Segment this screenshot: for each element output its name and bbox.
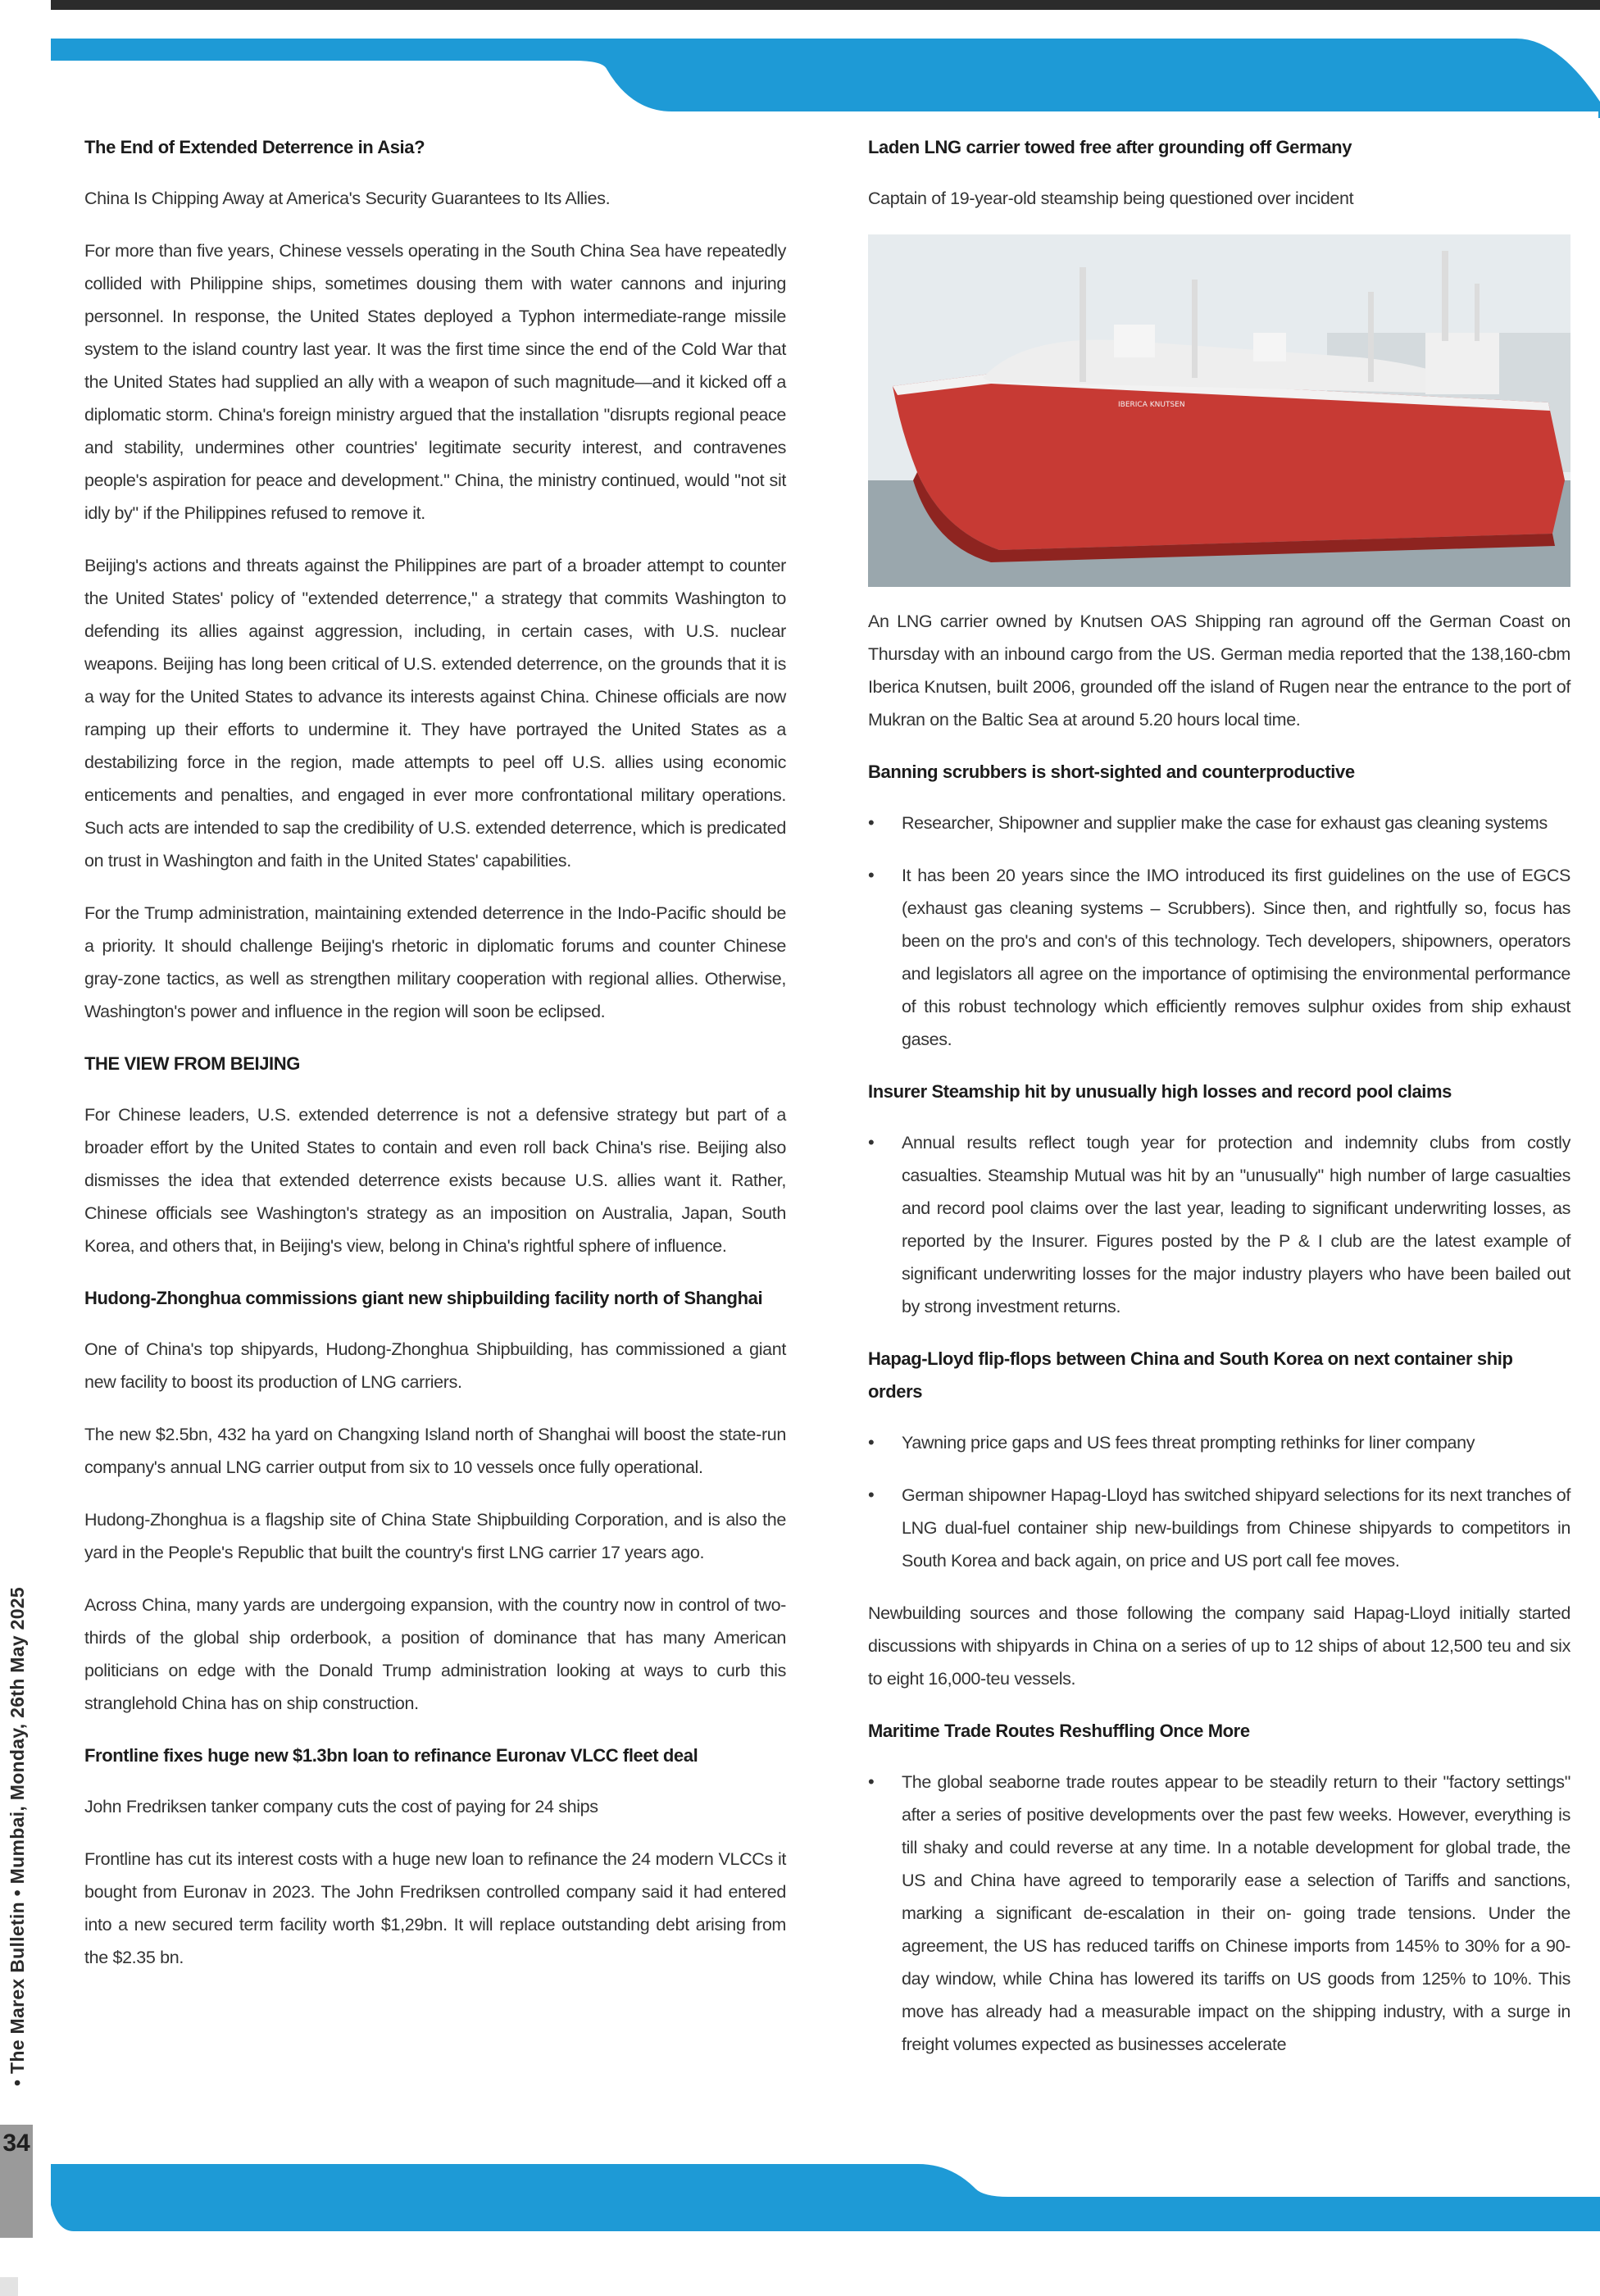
ship-hull-lettering: IBERICA KNUTSEN <box>1118 401 1185 409</box>
paragraph: Across China, many yards are undergoing expansion, with the country now in control of two-thirds of the global ship orderbook, a position of dominance that has many American politicians on edge with the Donald Trump administration looking at ways to curb this stranglehold China has on ship construction. <box>84 1595 786 1713</box>
paragraph: Hudong-Zhonghua is a flagship site of China State Shipbuilding Corporation, and is also the yard in the People's Republic that built the country's first LNG carrier 17 years ago. <box>84 1510 786 1562</box>
article-heading-frontline: Frontline fixes huge new $1.3bn loan to refinance Euronav VLCC fleet deal <box>84 1745 698 1766</box>
bullet-icon: • <box>868 865 875 885</box>
article-heading-extended-deterrence: The End of Extended Deterrence in Asia? <box>84 137 425 157</box>
paragraph: One of China's top shipyards, Hudong-Zhonghua Shipbuilding, has commissioned a giant new facility to boost its production of LNG carriers. <box>84 1339 786 1392</box>
paragraph: For Chinese leaders, U.S. extended deterrence is not a defensive strategy but part of a broader effort by the United States to contain and even roll back China's rise. Beijing also dismisses the idea that extended deterrence exists because U.S. allies want it. Rather, Chinese officials see Washington's strategy as an imposition on Australia, Japan, South Korea, and others that, in Beijing's view, belong in China's rightful sphere of influence. <box>84 1105 786 1256</box>
list-item: • It has been 20 years since the IMO introduced its first guidelines on the use of EGCS (exhaust gas cleaning systems – Scrubbers). Since then, and rightfully so, focus has been on the pro's and con's of this technology. Tech developers, shipowners, operators and legislators all agree on the importance of optimising the environmental performance of this robust technology which efficiently removes sulphur oxides from ship exhaust gases. <box>868 859 1570 1056</box>
article-heading-lng-carrier: Laden LNG carrier towed free after grounding off Germany <box>868 137 1352 157</box>
paragraph: For the Trump administration, maintaining extended deterrence in the Indo-Pacific should be a priority. It should challenge Beijing's rhetoric in diplomatic forums and counter Chinese gray-zone tactics, as well as strengthen military cooperation with regional allies. Otherwise, Washington's power and influence in the region will soon be eclipsed. <box>84 903 786 1021</box>
bullet-icon: • <box>868 812 875 833</box>
bullet-icon: • <box>868 1132 875 1153</box>
lng-carrier-photo <box>868 234 1570 587</box>
article-heading-hudong-zhonghua: Hudong-Zhonghua commissions giant new shipbuilding facility north of Shanghai <box>84 1288 763 1308</box>
article-heading-hapag-lloyd: Hapag-Lloyd flip-flops between China and South Korea on next container ship orders <box>868 1348 1513 1402</box>
list-item: • Yawning price gaps and US fees threat prompting rethinks for liner company <box>868 1426 1570 1459</box>
list-item: • Annual results reflect tough year for protection and indemnity clubs from costly casualties. Steamship Mutual was hit by an "unusually" high number of large casualties and record pool claims over the last year, leading to significant underwriting losses, as reported by the Insurer. Figures posted by the P & I club are the latest example of significant underwriting losses for the major industry players who have been bailed out by strong investment returns. <box>868 1126 1570 1323</box>
bullet-list <box>868 807 1570 1056</box>
article-subheading: Captain of 19-year-old steamship being questioned over incident <box>868 189 1354 208</box>
article-heading-steamship-insurer: Insurer Steamship hit by unusually high losses and record pool claims <box>868 1081 1452 1102</box>
right-column <box>868 131 1570 2080</box>
paragraph: The new $2.5bn, 432 ha yard on Changxing Island north of Shanghai will boost the state-run company's annual LNG carrier output from six to 10 vessels once fully operational. <box>84 1425 786 1477</box>
list-item: • Researcher, Shipowner and supplier make the case for exhaust gas cleaning systems <box>868 807 1570 839</box>
paragraph: Frontline has cut its interest costs with a huge new loan to refinance the 24 modern VLCCs it bought from Euronav in 2023. The John Fredriksen controlled company said it had entered into a new secured term facility worth $1,29bn. It will replace outstanding debt arising from the $2.35 bn. <box>84 1849 786 1967</box>
bullet-list <box>868 1126 1570 1323</box>
left-column <box>84 131 786 1994</box>
publication-byline: • The Marex Bulletin • Mumbai, Monday, 26th May 2025 <box>6 1586 28 2086</box>
top-blue-swoosh <box>0 36 1600 118</box>
paragraph: Beijing's actions and threats against the Philippines are part of a broader attempt to counter the United States' policy of "extended deterrence," a strategy that commits Washington to defending its allies against aggression, including, in certain cases, with U.S. nuclear weapons. Beijing has long been critical of U.S. extended deterrence, on the grounds that it is a way for the United States to advance its interests against China. Chinese officials are now ramping up their efforts to undermine it. They have portrayed the United States as a destabilizing force in the region, made attempts to peel off U.S. allies using economic enticements and penalties, and engaged in ever more confrontational military operations. Such acts are intended to sap the credibility of U.S. extended deterrence, which is predicated on trust in Washington and faith in the United States' capabilities. <box>84 556 786 871</box>
section-heading-view-from-beijing: THE VIEW FROM BEIJING <box>84 1053 300 1074</box>
bullet-icon: • <box>868 1484 875 1505</box>
bullet-icon: • <box>868 1771 875 1792</box>
page-corner-mark <box>0 2277 18 2296</box>
article-heading-trade-routes: Maritime Trade Routes Reshuffling Once More <box>868 1721 1250 1741</box>
bottom-blue-swoosh <box>0 2156 1600 2234</box>
paragraph: Newbuilding sources and those following the company said Hapag-Lloyd initially started discussions with shipyards in China on a series of up to 12 ships of about 12,500 teu and six to eight 16,000-teu vessels. <box>868 1603 1570 1689</box>
page-number: 34 <box>0 2125 33 2238</box>
paragraph: For more than five years, Chinese vessels operating in the South China Sea have repeatedly collided with Philippine ships, sometimes dousing them with water cannons and injuring personnel. In response, the United States deployed a Typhon intermediate-range missile system to the island country last year. It was the first time since the end of the Cold War that the United States had supplied an ally with a weapon of such magnitude—and it kicked off a diplomatic storm. China's foreign ministry argued that the installation "disrupts regional peace and stability, undermines other countries' legitimate security interest, and contravenes people's aspiration for peace and development." China, the ministry continued, would "not sit idly by" if the Philippines refused to remove it. <box>84 241 786 523</box>
list-item: • The global seaborne trade routes appear to be steadily return to their "factory settings" after a series of positive developments over the past few weeks. However, everything is till shaky and could reverse at any time. In a notable development for global trade, the US and China have agreed to temporarily ease a selection of Tariffs and sanctions, marking a significant de-escalation in their on- going trade tensions. Under the agreement, the US has reduced tariffs on Chinese imports from 145% to 30% for a 90-day window, while China has lowered its tariffs on US goods from 125% to 10%. This move has already had a measurable impact on the shipping industry, with a surge in freight volumes expected as businesses accelerate <box>868 1766 1570 2061</box>
article-subheading: China Is Chipping Away at America's Security Guarantees to Its Allies. <box>84 189 611 208</box>
paragraph: An LNG carrier owned by Knutsen OAS Shipping ran aground off the German Coast on Thursday with an inbound cargo from the US. German media reported that the 138,160-cbm Iberica Knutsen, built 2006, grounded off the island of Rugen near the entrance to the port of Mukran on the Baltic Sea at around 5.20 hours local time. <box>868 612 1570 730</box>
article-subheading: John Fredriksen tanker company cuts the cost of paying for 24 ships <box>84 1797 598 1816</box>
article-heading-scrubbers: Banning scrubbers is short-sighted and counterproductive <box>868 762 1355 782</box>
spine-label <box>3 1541 31 2131</box>
bullet-list <box>868 1766 1570 2061</box>
list-item: • German shipowner Hapag-Lloyd has switched shipyard selections for its next tranches of LNG dual-fuel container ship new-buildings from Chinese shipyards to competitors in South Korea and back again, on price and US port call fee moves. <box>868 1479 1570 1577</box>
bullet-icon: • <box>868 1432 875 1453</box>
bullet-list <box>868 1426 1570 1577</box>
top-dark-bar <box>51 0 1600 10</box>
